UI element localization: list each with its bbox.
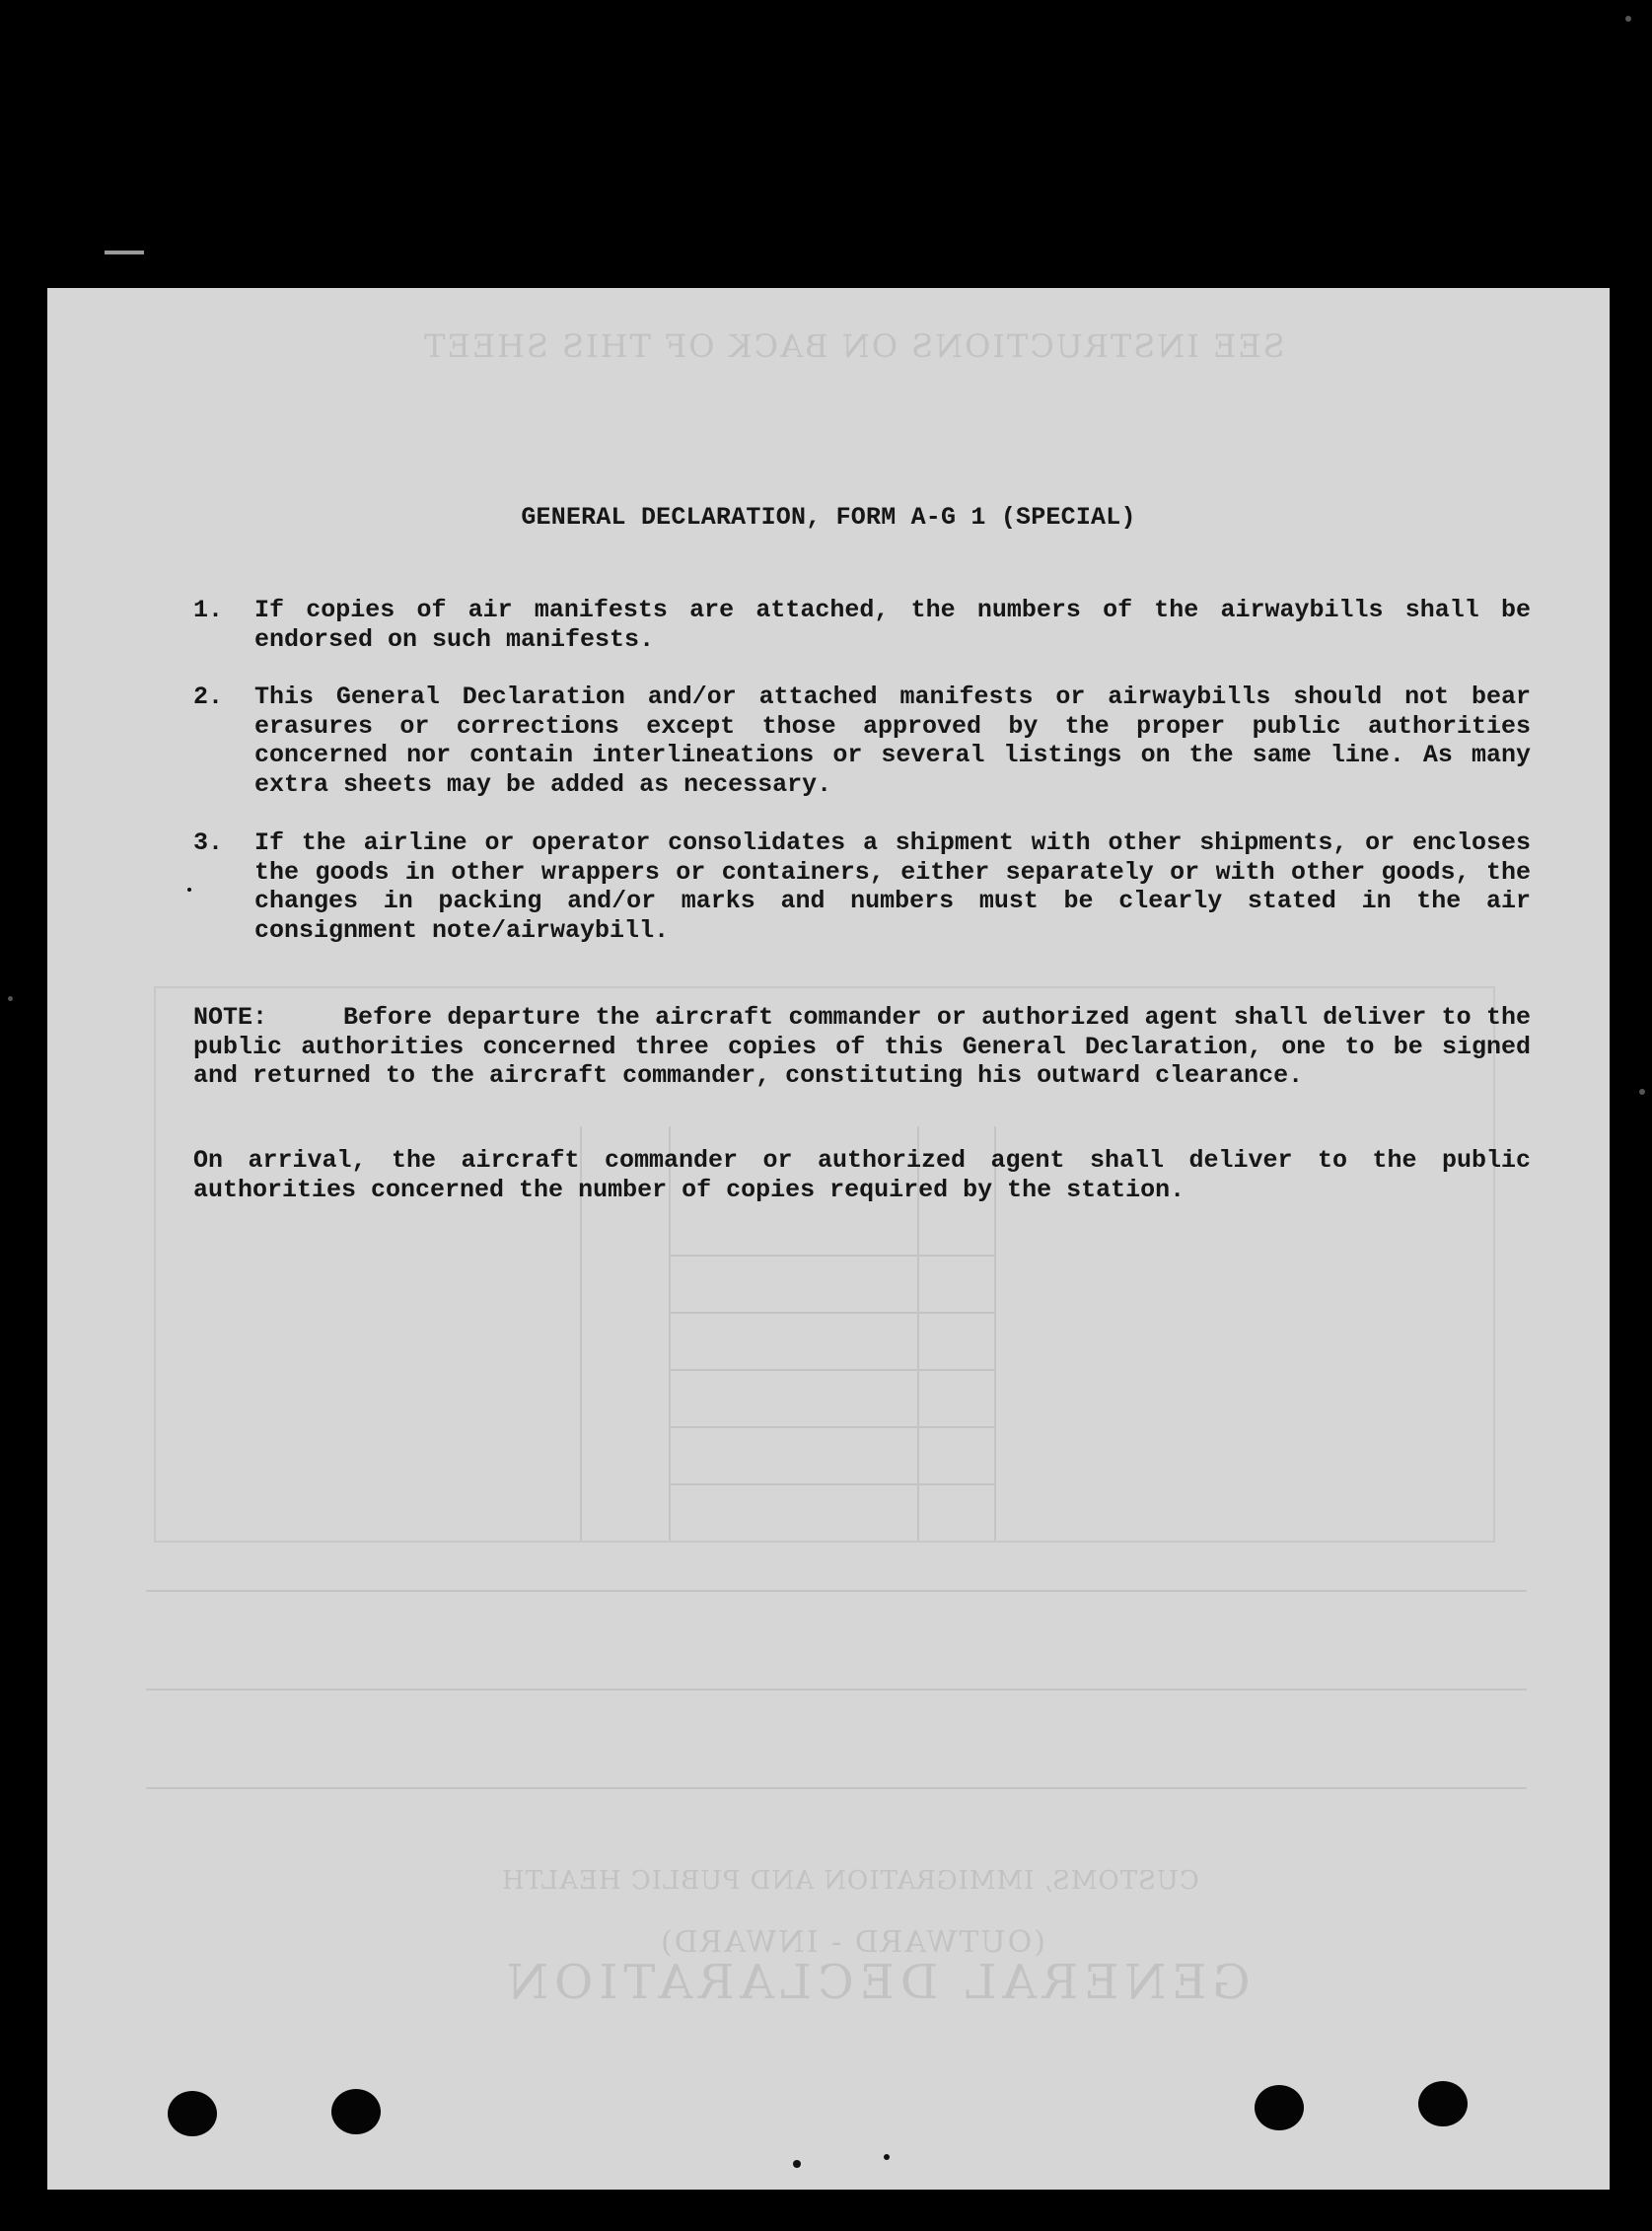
- bleed-through-rule: [146, 1689, 1527, 1691]
- document-page: [47, 288, 1610, 2190]
- bleed-through-rule: [671, 1426, 996, 1428]
- punch-hole: [168, 2091, 217, 2136]
- punch-hole: [1418, 2081, 1468, 2126]
- speck: [1625, 16, 1631, 22]
- punch-hole: [1255, 2085, 1304, 2130]
- bleed-through-rule: [671, 1312, 996, 1314]
- speck: [1639, 1089, 1645, 1095]
- edge-mark: [105, 251, 144, 254]
- bleed-through-rule: [146, 1787, 1527, 1789]
- instruction-item: [193, 596, 1531, 654]
- bleed-through-top-text: SEE INSTRUCTIONS ON BACK OF THIS SHEET: [422, 327, 1285, 365]
- bleed-through-subheading: (OUTWARD - INWARD): [659, 1925, 1045, 1960]
- note-label: NOTE:: [193, 1003, 268, 1032]
- instruction-item: [193, 828, 1531, 945]
- bleed-through-rule: [671, 1483, 996, 1485]
- note-text: Before departure the aircraft commander or authorized agent shall deliver to the public authorities concerned three copies of this General Declaration, one to be signed and returned to the aircraft commander, constituting his outward clearance.: [193, 1003, 1531, 1091]
- speck: [187, 888, 191, 892]
- bleed-through-rule: [146, 1590, 1527, 1592]
- note-paragraph: [193, 1003, 1531, 1091]
- arrival-paragraph: On arrival, the aircraft commander or authorized agent shall deliver to the public authorities concerned the number of copies required by the station.: [193, 1146, 1531, 1204]
- bleed-through-heading: GENERAL DECLARATION: [501, 1955, 1251, 2010]
- speck: [884, 2154, 890, 2160]
- speck: [8, 996, 13, 1001]
- item-text: If copies of air manifests are attached, the numbers of the airwaybills shall be endorsed on such manifests.: [254, 596, 1531, 654]
- item-number: 3.: [193, 828, 224, 857]
- punch-hole: [331, 2089, 381, 2134]
- document-title: GENERAL DECLARATION, FORM A-G 1 (SPECIAL): [521, 503, 1136, 532]
- item-number: 2.: [193, 683, 224, 711]
- instruction-item: [193, 683, 1531, 799]
- item-number: 1.: [193, 596, 224, 624]
- bleed-through-rule: [671, 1369, 996, 1371]
- bleed-through-section-text: CUSTOMS, IMMIGRATION AND PUBLIC HEALTH: [501, 1866, 1199, 1896]
- item-text: If the airline or operator consolidates a shipment with other shipments, or encloses the goods in other wrappers or containers, either separately or with other goods, the changes in packing and/or marks and numbers must be clearly stated in the air consignment note/airwaybill.: [254, 828, 1531, 945]
- speck: [793, 2160, 801, 2168]
- item-text: This General Declaration and/or attached manifests or airwaybills should not bear erasures or corrections except those approved by the proper public authorities concerned nor contain interlineations or several listings on the same line. As many extra sheets may be added as necessary.: [254, 683, 1531, 799]
- bleed-through-rule: [671, 1255, 996, 1257]
